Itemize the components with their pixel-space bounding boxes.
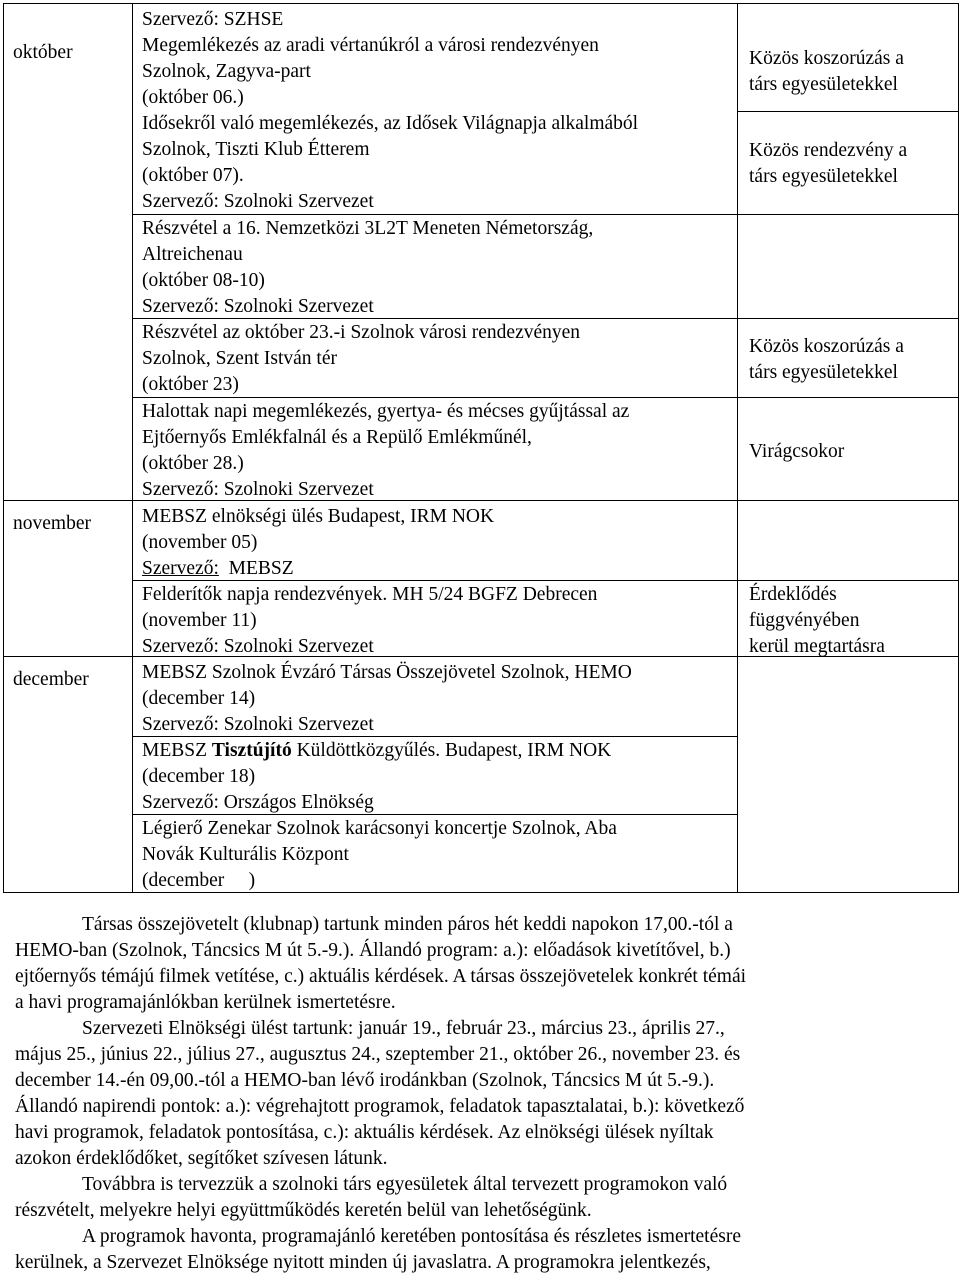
notes-column <box>738 4 959 893</box>
event-organizer: Szervező: Szolnoki Szervezet <box>142 714 374 735</box>
note-text: Közös koszorúzás a <box>749 48 904 69</box>
event-text: Részvétel a 16. Nemzetközi 3L2T Meneten Németország, <box>142 218 594 239</box>
note-text: függvényében <box>749 610 860 631</box>
event-organizer <box>142 556 294 582</box>
paragraph-line: a havi programajánlókban kerülnek ismertetésre. <box>15 992 396 1013</box>
row-divider <box>738 580 958 581</box>
paragraph-line: havi programok, feladatok pontosítása, c.): aktuális kérdések. Az elnökségi ülések nyíltak <box>15 1122 714 1143</box>
paragraph-line: A programok havonta, programajánló keretében pontosítása és részletes ismertetésre <box>82 1226 741 1247</box>
row-divider <box>133 397 737 398</box>
event-location: Novák Kulturális Központ <box>142 844 349 865</box>
row-divider <box>738 397 958 398</box>
note-text: társ egyesületekkel <box>749 166 898 187</box>
note-text: Közös koszorúzás a <box>749 336 904 357</box>
event-location: Szolnok, Zagyva-part <box>142 61 311 82</box>
event-text: MEBSZ elnökségi ülés Budapest, IRM NOK <box>142 506 495 527</box>
event-organizer: Szervező: Szolnoki Szervezet <box>142 479 374 500</box>
paragraph-line: részvételt, melyekre helyi együttműködés keretén belül van lehetőségünk. <box>15 1200 592 1221</box>
note-text: Érdeklődés <box>749 584 837 605</box>
paragraph-line: május 25., június 22., július 27., augusztus 24., szeptember 21., október 26., november 23. és <box>15 1044 741 1065</box>
event-organizer: Szervező: Országos Elnökség <box>142 792 374 813</box>
event-date: (december 18) <box>142 766 256 787</box>
event-location: Szolnok, Tiszti Klub Étterem <box>142 139 370 160</box>
schedule-table <box>3 3 959 893</box>
paragraph-line: Szervezeti Elnökségi ülést tartunk: január 19., február 23., március 23., április 27., <box>82 1018 725 1039</box>
row-divider <box>738 214 958 215</box>
event-text-part: Küldöttközgyűlés. Budapest, IRM NOK <box>291 740 612 761</box>
event-date: (október 08-10) <box>142 270 265 291</box>
event-text: Idősekről való megemlékezés, az Idősek Világnapja alkalmából <box>142 113 639 134</box>
paragraph-line: Társas összejövetelt (klubnap) tartunk minden páros hét keddi napokon 17,00.-tól a <box>82 914 733 935</box>
row-divider <box>738 318 958 319</box>
event-date: (december 14) <box>142 688 256 709</box>
row-divider <box>738 111 958 112</box>
event-text-bold: Tisztújító <box>211 740 292 761</box>
note-text: társ egyesületekkel <box>749 74 898 95</box>
event-text: Légierő Zenekar Szolnok karácsonyi koncertje Szolnok, Aba <box>142 818 617 839</box>
event-text: MEBSZ Szolnok Évzáró Társas Összejövetel Szolnok, HEMO <box>142 662 632 683</box>
paragraph-line: ejtőernyős témájú filmek vetítése, c.) aktuális kérdések. A társas összejövetelek konkrét témái <box>15 966 747 987</box>
paragraph-line: HEMO-ban (Szolnok, Táncsics M út 5.-9.). Állandó program: a.): előadások kivetítővel, b.) <box>15 940 731 961</box>
row-divider <box>133 214 737 215</box>
event-text-part: MEBSZ <box>142 740 212 761</box>
event-date: (október 06.) <box>142 87 244 108</box>
row-divider <box>133 814 737 815</box>
row-divider <box>738 656 958 657</box>
month-december: december <box>13 669 89 690</box>
event-text: Megemlékezés az aradi vértanúkról a városi rendezvényen <box>142 35 599 56</box>
event-text: Részvétel az október 23.-i Szolnok városi rendezvényen <box>142 322 581 343</box>
row-divider <box>133 656 737 657</box>
month-october: október <box>13 42 73 63</box>
event-date: (november 11) <box>142 610 257 631</box>
row-divider <box>738 500 958 501</box>
event-date: (október 23) <box>142 374 239 395</box>
paragraph-line: kerülnek, a Szervezet Elnöksége nyitott minden új javaslatra. A programokra jelentkezés, <box>15 1252 711 1273</box>
event-location: Ejtőernyős Emlékfalnál és a Repülő Emlékműnél, <box>142 427 532 448</box>
row-divider <box>133 500 737 501</box>
note-text: kerül megtartásra <box>749 636 885 657</box>
event-text <box>142 738 611 764</box>
organizer-name: MEBSZ <box>228 558 294 579</box>
row-divider <box>4 656 132 657</box>
month-november: november <box>13 513 91 534</box>
organizer-label: Szervező: <box>142 558 219 579</box>
note-text: társ egyesületekkel <box>749 362 898 383</box>
event-location: Altreichenau <box>142 244 243 265</box>
event-organizer: Szervező: Szolnoki Szervezet <box>142 636 374 657</box>
month-column <box>4 4 133 893</box>
event-date: (október 07). <box>142 165 244 186</box>
paragraph-line: Állandó napirendi pontok: a.): végrehajtott programok, feladatok tapasztalatai, b.): következő <box>15 1096 745 1117</box>
event-date: (december ) <box>142 870 256 891</box>
event-date: (november 05) <box>142 532 258 553</box>
row-divider <box>133 580 737 581</box>
row-divider <box>133 736 737 737</box>
paragraph-line: Továbbra is tervezzük a szolnoki társ egyesületek által tervezett programokon való <box>82 1174 728 1195</box>
event-date: (október 28.) <box>142 453 244 474</box>
event-organizer: Szervező: Szolnoki Szervezet <box>142 296 374 317</box>
event-text: Halottak napi megemlékezés, gyertya- és mécses gyűjtással az <box>142 401 630 422</box>
note-text: Közös rendezvény a <box>749 140 908 161</box>
event-text: Felderítők napja rendezvények. MH 5/24 BGFZ Debrecen <box>142 584 598 605</box>
paragraph-line: azokon érdeklődőket, segítőket szívesen látunk. <box>15 1148 388 1169</box>
row-divider <box>133 318 737 319</box>
event-location: Szolnok, Szent István tér <box>142 348 337 369</box>
row-divider <box>4 500 132 501</box>
note-text: Virágcsokor <box>749 441 845 462</box>
event-organizer: Szervező: Szolnoki Szervezet <box>142 191 374 212</box>
event-text: Szervező: SZHSE <box>142 9 284 30</box>
events-column <box>133 4 738 893</box>
paragraph-line: december 14.-én 09,00.-tól a HEMO-ban lévő irodánkban (Szolnok, Táncsics M út 5.-9.). <box>15 1070 715 1091</box>
